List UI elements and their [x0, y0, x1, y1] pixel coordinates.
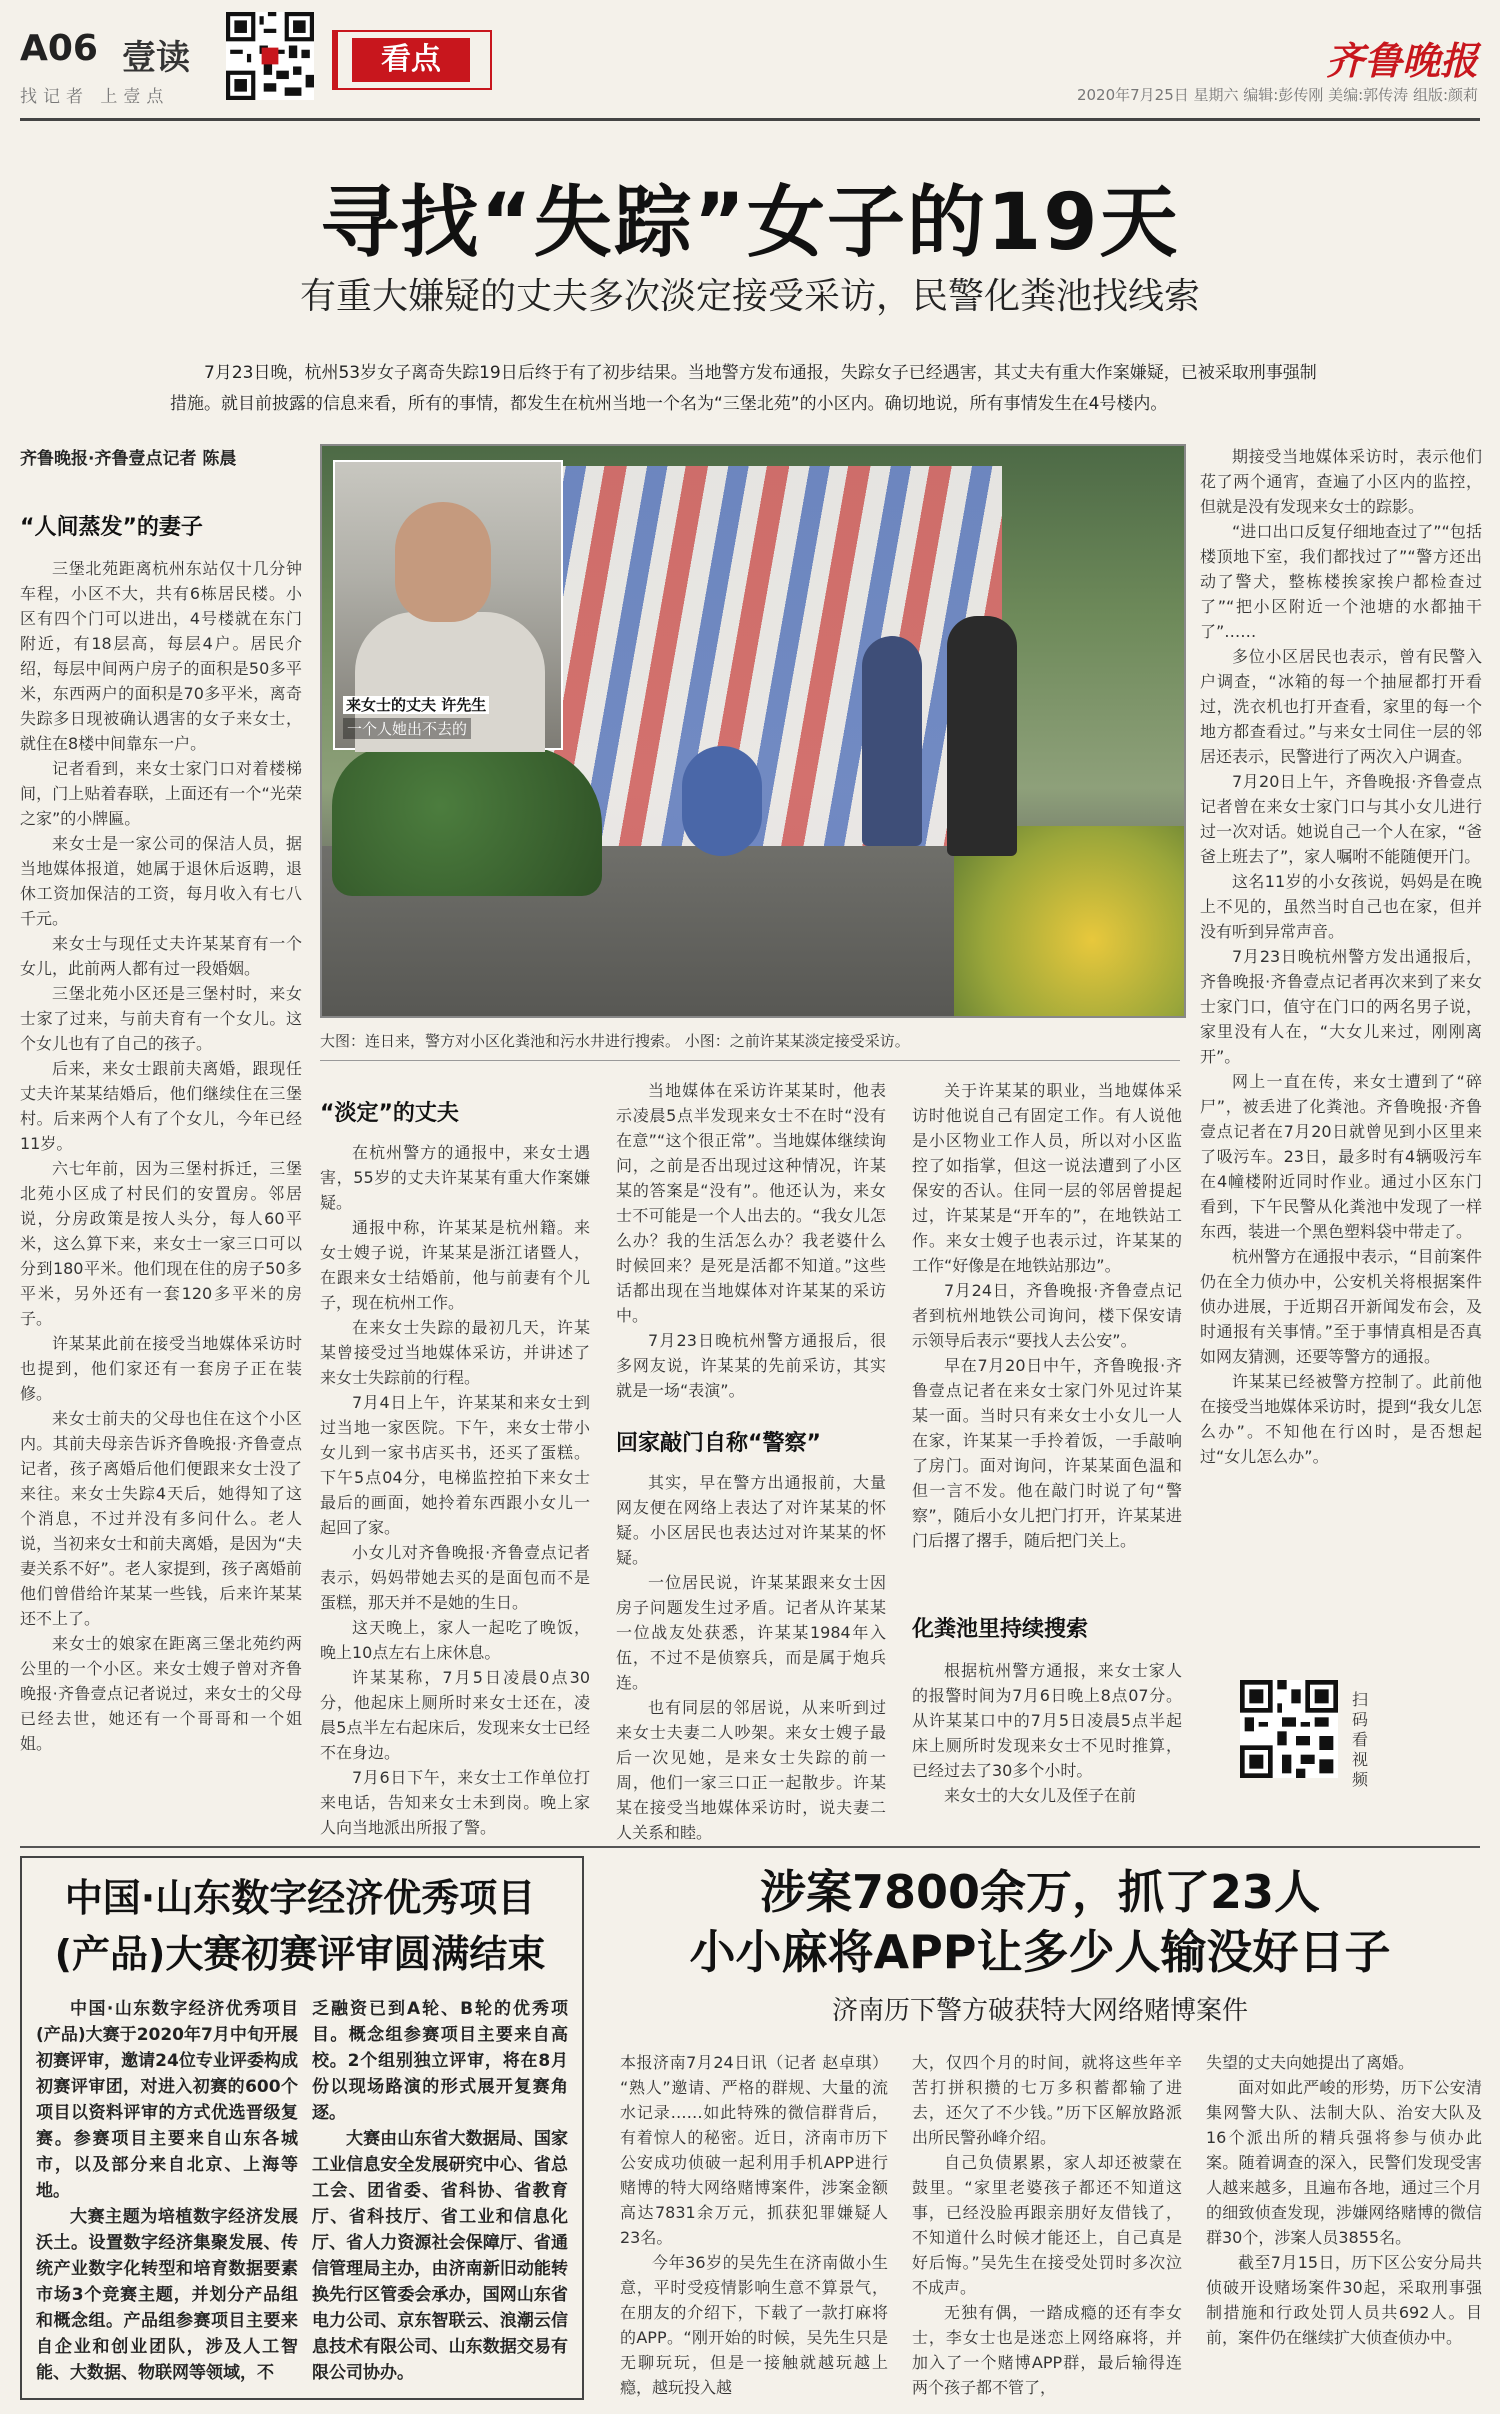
section-slogan: 找记者 上壹点: [20, 87, 170, 107]
paragraph: 面对如此严峻的形势，历下公安清集网警大队、法制大队、治安大队及16个派出所的精兵强将参与侦办此案。随着调查的深入，民警们发现受害人越来越多，且遍布各地，通过三个月的细致侦查发现，涉嫌网络赌博的微信群30个，涉案人员3855名。: [1206, 2078, 1482, 2247]
announcement-column-2: [312, 1996, 568, 2386]
page-number: A06: [20, 28, 98, 69]
paragraph: 其实，早在警方出通报前，大量网友便在网络上表达了对许某某的怀疑。小区居民也表达过对许某某的怀疑。: [616, 1473, 886, 1567]
paragraph: 大赛主题为培植数字经济发展沃土。设置数字经济集聚发展、传统产业数字化转型和培育数据要素市场3个竞赛主题，并划分产品组和概念组。产品组参赛项目主要来自企业和创业团队，涉及人工智能、大数据、物联网等领域，不: [36, 2207, 298, 2383]
byline: 齐鲁晚报·齐鲁壹点记者 陈晨: [20, 449, 237, 469]
paragraph: 这天晚上，家人一起吃了晚饭，晚上10点左右上床休息。: [320, 1618, 590, 1662]
section-name: 壹读: [122, 38, 190, 78]
paragraph: 期接受当地媒体采访时，表示他们花了两个通宵，查遍了小区内的监控，但就是没有发现来女士的踪影。: [1200, 447, 1482, 516]
article-column-2: [320, 1140, 590, 1840]
paragraph: 网上一直在传，来女士遭到了“碎尸”，被丢进了化粪池。齐鲁晚报·齐鲁壹点记者在7月20日就曾见到小区里来了吸污车。23日，最多时有4辆吸污车在4幢楼附近同时作业。通过小区东门看到，下午民警从化粪池中发现了一样东西，装进一个黑色塑料袋中带走了。: [1200, 1072, 1482, 1241]
paragraph: 7月24日，齐鲁晚报·齐鲁壹点记者到杭州地铁公司询问，楼下保安请示领导后表示“要找人去公安”。: [912, 1281, 1182, 1350]
paragraph: 当地媒体在采访许某某时，他表示凌晨5点半发现来女士不在时“没有在意”“这个很正常”。当地媒体继续询问，之前是否出现过这种情况，许某某的答案是“没有”。他还认为，来女士不可能是一个人出去的。“我女儿怎么办？我的生活怎么办？我老婆什么时候回来？是死是活都不知道。”这些话都出现在当地媒体对许某某的采访中。: [616, 1081, 886, 1325]
inset-photo: [333, 460, 563, 750]
article-column-1: [20, 556, 302, 1841]
paragraph: 7月23日晚杭州警方发出通报后，齐鲁晚报·齐鲁壹点记者再次来到了来女士家门口，值守在门口的两名男子说，家里没有人在，“大女儿来过，刚刚离开”。: [1200, 947, 1482, 1066]
story2-headline: [600, 1862, 1480, 1982]
story2-headline-line-2: 小小麻将APP让多少人输没好日子: [689, 1925, 1391, 1979]
paragraph: 来女士前夫的父母也住在这个小区内。其前夫母亲告诉齐鲁晚报·齐鲁壹点记者，孩子离婚后他们便跟来女士没了来往。来女士失踪4天后，她得知了这个消息，不过并没有多问什么。老人说，当初来女士和前夫离婚，是因为“夫妻关系不好”。老人家提到，孩子离婚前他们曾借给许某某一些钱，后来许某某还不上了。: [20, 1409, 302, 1628]
paragraph: 自己负债累累，家人却还被蒙在鼓里。“家里老婆孩子都还不知道这事，已经没脸再跟亲朋好友借钱了，不知道什么时候才能还上，自己真是好后悔。”吴先生在接受处罚时多次泣不成声。: [912, 2153, 1182, 2297]
paragraph: 后来，来女士跟前夫离婚，跟现任丈夫许某某结婚后，他们继续住在三堡村。后来两个人有了个女儿，今年已经11岁。: [20, 1059, 302, 1153]
paragraph: 7月6日下午，来女士工作单位打来电话，告知来女士未到岗。晚上家人向当地派出所报了警。: [320, 1768, 590, 1837]
story-separator: [20, 1846, 1480, 1848]
paragraph: 失望的丈夫向她提出了离婚。: [1206, 2053, 1415, 2072]
paragraph: 三堡北苑小区还是三堡村时，来女士家了过来，与前夫育有一个女儿。这个女儿也有了自己的孩子。: [20, 984, 302, 1053]
article-column-4-bottom: [912, 1658, 1182, 1840]
paragraph: 小女儿对齐鲁晚报·齐鲁壹点记者表示，妈妈带她去买的是面包而不是蛋糕，那天并不是她的生日。: [320, 1543, 590, 1612]
section-heading-septic-search: 化粪池里持续搜索: [912, 1617, 1089, 1642]
photo-caption: 大图：连日来，警方对小区化粪池和污水井进行搜索。 小图：之前许某某淡定接受采访。: [320, 1032, 910, 1050]
paragraph: 许某某称，7月5日凌晨0点30分，他起床上厕所时来女士还在，凌晨5点半左右起床后，发现来女士已经不在身边。: [320, 1668, 590, 1762]
story2-column-3: [1206, 2050, 1482, 2390]
paragraph: 通报中称，许某某是杭州籍。来女士嫂子说，许某某是浙江诸暨人，在跟来女士结婚前，他与前妻有个儿子，现在杭州工作。: [320, 1218, 590, 1312]
searcher-figure: [682, 746, 762, 856]
announcement-column-1: [36, 1996, 298, 2386]
paragraph: 也有同层的邻居说，从来听到过来女士夫妻二人吵架。来女士嫂子最后一次见她，是来女士失踪的前一周，他们一家三口正一起散步。许某某在接受当地媒体采访时，说夫妻二人关系和睦。: [616, 1698, 886, 1842]
paragraph: 7月4日上午，许某某和来女士到过当地一家医院。下午，来女士带小女儿到一家书店买书，还买了蛋糕。下午5点04分，电梯监控拍下来女士最后的画面，她拎着东西跟小女儿一起回了家。: [320, 1393, 590, 1537]
paragraph: 7月23日晚杭州警方通报后，很多网友说，许某某的先前采访，其实就是一场“表演”。: [616, 1331, 886, 1400]
story2-column-2: [912, 2050, 1182, 2397]
paragraph: 许某某已经被警方控制了。此前他在接受当地媒体采访时，提到“我女儿怎么办”。不知他在行凶时，是否想起过“女儿怎么办”。: [1200, 1372, 1482, 1466]
paragraph: 早在7月20日中午，齐鲁晚报·齐鲁壹点记者在来女士家门外见过许某某一面。当时只有来女士小女儿一人在家，许某某一手拎着饭，一手敲响了房门。面对询问，许某某面色温和但一言不发。他在敲门时说了句“警察”，随后小女儿把门打开，许某某进门后撂了撂手，随后把门关上。: [912, 1356, 1182, 1550]
announcement-title-line-2: (产品)大赛初赛评审圆满结束: [54, 1932, 546, 1976]
paragraph: 今年36岁的吴先生在济南做小生意，平时受疫情影响生意不算景气，在朋友的介绍下，下载了一款打麻将的APP。“刚开始的时候，吴先生只是无聊玩玩，但是一接触就越玩越上瘾，越玩投入越: [620, 2253, 888, 2397]
paragraph: 在杭州警方的通报中，来女士遇害，55岁的丈夫许某某有重大作案嫌疑。: [320, 1143, 590, 1212]
paragraph: 截至7月15日，历下区公安分局共侦破开设赌场案件30起，采取刑事强制措施和行政处罚人员共692人。目前，案件仍在继续扩大侦查侦办中。: [1206, 2253, 1482, 2347]
inset-name-caption: [343, 694, 489, 715]
feature-tag-label: 看点: [352, 38, 470, 82]
paragraph: 乏融资已到A轮、B轮的优秀项目。概念组参赛项目主要来自高校。2个组别独立评审，将在8月份以现场路演的形式展开复赛角逐。: [312, 1999, 568, 2123]
video-qr-code-icon[interactable]: [1240, 1680, 1338, 1778]
paragraph: 7月20日上午，齐鲁晚报·齐鲁壹点记者曾在来女士家门口与其小女儿进行过一次对话。她说自己一个人在家，“爸爸上班去了”，家人嘱咐不能随便开门。: [1200, 772, 1482, 866]
main-headline: 寻找“失踪”女子的19天: [320, 178, 1180, 268]
section-heading-missing-wife: “人间蒸发”的妻子: [20, 515, 203, 540]
paragraph: “进口出口反复仔细地查过了”“包括楼顶地下室，我们都找过了”“警方还出动了警犬，整栋楼挨家挨户都检查过了”“把小区附近一个池塘的水都抽干了”……: [1200, 522, 1482, 641]
inset-name: 来女士的丈夫 许先生: [343, 696, 489, 714]
issue-meta: 2020年7月25日 星期六 编辑:彭传刚 美编:郭传涛 组版:颜莉: [1076, 86, 1478, 104]
main-subheadline: 有重大嫌疑的丈夫多次淡定接受采访，民警化粪池找线索: [299, 276, 1200, 317]
section-heading-calm-husband: “淡定”的丈夫: [320, 1101, 459, 1126]
caption-rule: [320, 1060, 1180, 1061]
paragraph: 中国·山东数字经济优秀项目(产品)大赛于2020年7月中旬开展初赛评审，邀请24位专业评委构成初赛评审团，对进入初赛的600个项目以资料评审的方式优选晋级复赛。参赛项目主要来自山东各城市，以及部分来自北京、上海等地。: [36, 1999, 298, 2201]
paragraph: 在来女士失踪的最初几天，许某某曾接受过当地媒体采访，并讲述了来女士失踪前的行程。: [320, 1318, 590, 1387]
paragraph: 记者看到，来女士家门口对着楼梯间，门上贴着春联，上面还有一个“光荣之家”的小牌匾。: [20, 759, 302, 828]
story2-headline-line-1: 涉案7800余万，抓了23人: [759, 1865, 1321, 1919]
inset-face: [395, 502, 491, 622]
article-column-5: [1200, 444, 1482, 1654]
inset-quote-caption: 一个人她出不去的: [343, 718, 471, 739]
paragraph: 大赛由山东省大数据局、国家工业信息安全发展研究中心、省总工会、团省委、省科协、省教育厅、省科技厅、省工业和信息化厅、省人力资源社会保障厅、省通信管理局主办，由济南新旧动能转换先行区管委会承办，国网山东省电力公司、京东智联云、浪潮云信息技术有限公司、山东数据交易有限公司协办。: [312, 2129, 568, 2383]
newspaper-masthead: 齐鲁晚报: [1325, 38, 1478, 83]
lead-paragraph: 7月23日晚，杭州53岁女子离奇失踪19日后终于有了初步结果。当地警方发布通报，失踪女子已经遇害，其丈夫有重大作案嫌疑，已被采取刑事强制措施。就目前披露的信息来看，所有的事情，都发生在杭州当地一个名为“三堡北苑”的小区内。确切地说，所有事情发生在4号楼内。: [170, 363, 1317, 414]
article-column-3-top: [616, 1078, 886, 1400]
article-column-3-bottom: [616, 1470, 886, 1840]
section-heading-knock-door: 回家敲门自称“警察”: [616, 1431, 821, 1456]
paragraph: 三堡北苑距离杭州东站仅十几分钟车程，小区不大，共有6栋居民楼。小区有四个门可以进出，4号楼就在东门附近，有18层高，每层4户。居民介绍，每层中间两户房子的面积是50多平米，东西两户的面积是70多平米，离奇失踪多日现被确认遇害的女子来女士，就住在8楼中间靠东一户。: [20, 559, 302, 753]
paragraph: 来女士是一家公司的保洁人员，据当地媒体报道，她属于退休后返聘，退休工资加保洁的工资，每月收入有七八千元。: [20, 834, 302, 928]
auxiliary-officer-figure: [947, 616, 1017, 856]
paragraph: 这名11岁的小女孩说，妈妈是在晚上不见的，虽然当时自己也在家，但并没有听到异常声音。: [1200, 872, 1482, 941]
paragraph: 大，仅四个月的时间，就将这些年辛苦打拼积攒的七万多积蓄都输了进去，还欠了不少钱。”历下区解放路派出所民警孙峰介绍。: [912, 2053, 1182, 2147]
bushes: [332, 746, 602, 896]
announcement-title-line-1: 中国·山东数字经济优秀项目: [64, 1876, 536, 1920]
qr-label: 扫码看视频: [1352, 1690, 1369, 1789]
header-rule: [20, 118, 1480, 121]
paragraph: 多位小区居民也表示，曾有民警入户调查，“冰箱的每一个抽屉都打开看过，洗衣机也打开查看，家里的每一个地方都查看过。”与来女士同住一层的邻居还表示，民警进行了两次入户调查。: [1200, 647, 1482, 766]
article-column-4-top: [912, 1078, 1182, 1590]
story2-subheadline: 济南历下警方破获特大网络赌博案件: [831, 1996, 1248, 2026]
paragraph: 六七年前，因为三堡村拆迁，三堡北苑小区成了村民们的安置房。邻居说，分房政策是按人头分，每人60平米，这么算下来，来女士一家三口可以分到180平米。他们现在住的房子50多平米，另外还有一套120多平米的房子。: [20, 1159, 302, 1328]
paragraph: 来女士与现任丈夫许某某育有一个女儿，此前两人都有过一段婚姻。: [20, 934, 302, 978]
paragraph: 来女士的娘家在距离三堡北苑约两公里的一个小区。来女士嫂子曾对齐鲁晚报·齐鲁壹点记者说过，来女士的父母已经去世，她还有一个哥哥和一个姐姐。: [20, 1634, 302, 1753]
paragraph: 本报济南7月24日讯（记者 赵卓琪） “熟人”邀请、严格的群规、大量的流水记录……如此特殊的微信群背后，有着惊人的秘密。近日，济南市历下公安成功侦破一起利用手机APP进行赌博的特大网络赌博案件，涉案金额高达7831余万元，抓获犯罪嫌疑人23名。: [620, 2053, 888, 2247]
announcement-title: [20, 1870, 580, 1982]
story2-column-1: [620, 2050, 888, 2397]
paragraph: 来女士的大女儿及侄子在前: [944, 1786, 1137, 1805]
paragraph: 无独有偶，一踏成瘾的还有李女士，李女士也是迷恋上网络麻将，并加入了一个赌博APP群，最后输得连两个孩子都不管了，: [912, 2303, 1182, 2397]
paragraph: 根据杭州警方通报，来女士家人的报警时间为7月6日晚上8点07分。从许某某口中的7月5日凌晨5点半起床上厕所时发现来女士不见时推算，已经过去了30多个小时。: [912, 1661, 1182, 1780]
paragraph: 一位居民说，许某某跟来女士因房子问题发生过矛盾。记者从许某某一位战友处获悉，许某某1984年入伍，不过不是侦察兵，而是属于炮兵连。: [616, 1573, 886, 1692]
paragraph: 许某某此前在接受当地媒体采访时也提到，他们家还有一套房子正在装修。: [20, 1334, 302, 1403]
header-qr-code-icon: [226, 12, 314, 100]
paragraph: 关于许某某的职业，当地媒体采访时他说自己有固定工作。有人说他是小区物业工作人员，所以对小区监控了如指掌，但这一说法遭到了小区保安的否认。住同一层的邻居曾提起过，许某某是“开车的”，在地铁站工作。来女士嫂子也表示过，许某某的工作“好像是在地铁站那边”。: [912, 1081, 1182, 1275]
paragraph: 杭州警方在通报中表示，“目前案件仍在全力侦办中，公安机关将根据案件侦办进展，于近期召开新闻发布会，及时通报有关事情。”至于事情真相是否真如网友猜测，还要等警方的通报。: [1200, 1247, 1482, 1366]
police-officer-figure: [862, 636, 922, 846]
feature-tag: [332, 30, 492, 90]
